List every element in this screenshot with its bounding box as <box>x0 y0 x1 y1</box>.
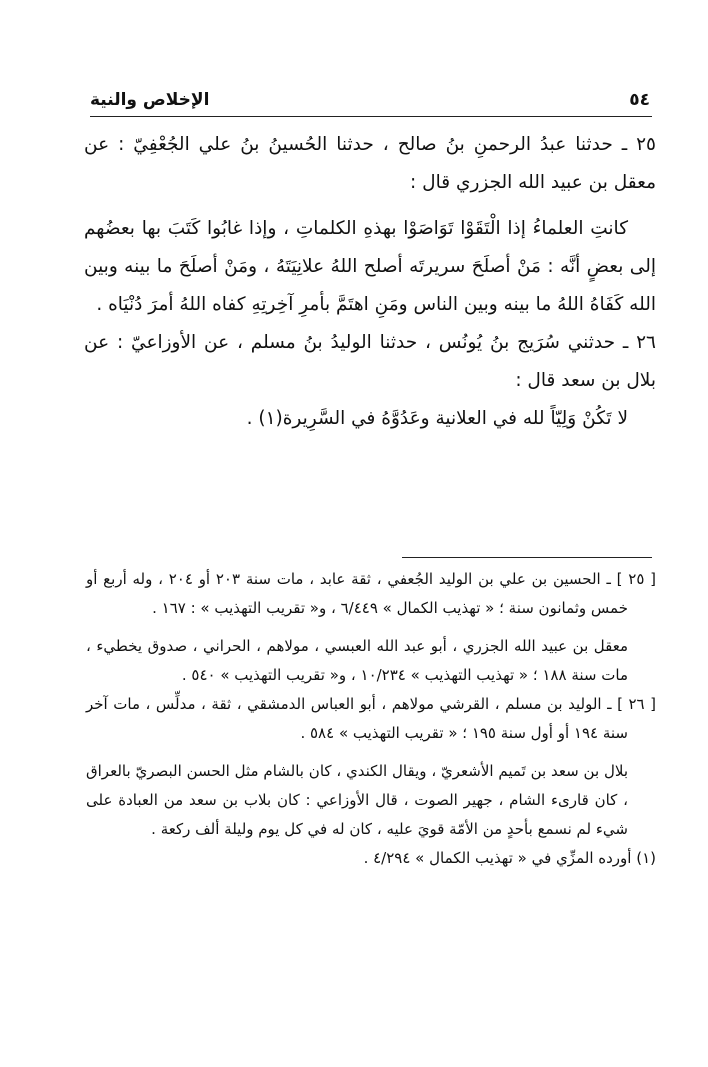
chapter-title: الإخلاص والنية <box>90 90 210 110</box>
note-25-maqil: معقل بن عبيد الله الجزري ، أبو عبد الله العبسي ، مولاهم ، الحراني ، صدوق يخطيء ، مات سنة ١٨٨ ؛ « تهذيب التهذيب » ١٠/٢٣٤ ، و« تقريب التهذيب » ٥٤٠ . <box>86 637 628 684</box>
footnotes <box>86 565 656 873</box>
page-number: ٥٤ <box>629 90 650 110</box>
main-text <box>84 126 656 438</box>
footnote-rule <box>402 557 652 558</box>
hadith-26-text: لا تَكُنْ وَلِيّاً لله في العلانية وعَدُوَّهُ في السَّرِيرة(١) . <box>246 408 628 429</box>
running-header <box>90 86 650 114</box>
footnote-1: (١) أورده المزِّي في « تهذيب الكمال » ٤/٢٩٤ . <box>363 849 656 867</box>
note-26-bilal: بلال بن سعد بن تَميم الأشعريّ ، ويقال الكندي ، كان بالشام مثل الحسن البصريّ بالعراق ، كان قارىء الشام ، جهير الصوت ، قال الأوزاعي : كان بلاب بن سعد من العبادة على شيء لم نسمع بأحدٍ من الأمّة قويَ عليه ، كان له في كل يوم وليلة ألف ركعة . <box>86 762 628 838</box>
hadith-25-text: كانتِ العلماءُ إذا الْتَقَوْا تَوَاصَوْا بهذهِ الكلماتِ ، وإذا غابُوا كَتَبَ بها بعضُهم إلى بعضٍ أنَّه : مَنْ أصلَحَ سريرتَه أصلح اللهُ علانِيَتَهُ ، ومَنْ أصلَحَ ما بينه وبين الله كَفَاهُ اللهُ ما بينه وبين الناس ومَنِ اهتَمَّ بأمرِ آخِرتِهِ كفاه اللهُ أمرَ دُنْيَاه . <box>84 218 656 315</box>
hadith-26-isnad: ٢٦ ـ حدثني سُرَيج بنُ يُونُس ، حدثنا الوليدُ بنُ مسلم ، عن الأوزاعيّ : عن بلال بن سعد قال : <box>84 332 656 391</box>
hadith-25-isnad: ٢٥ ـ حدثنا عبدُ الرحمنِ بنُ صالح ، حدثنا الحُسينُ بنُ علي الجُعْفِيّ : عن معقل بن عبيد الله الجزري قال : <box>84 134 656 193</box>
note-26-walid: [ ٢٦ ] ـ الوليد بن مسلم ، القرشي مولاهم ، أبو العباس الدمشقي ، ثقة ، مدلِّس ، مات آخر سنة ١٩٤ أو أول سنة ١٩٥ ؛ « تقريب التهذيب » ٥٨٤ . <box>86 695 657 742</box>
note-25-husayn: [ ٢٥ ] ـ الحسين بن علي بن الوليد الجُعفي ، ثقة عابد ، مات سنة ٢٠٣ أو ٢٠٤ ، وله أربع أو خمس وثمانون سنة ؛ « تهذيب الكمال » ٦/٤٤٩ ، و« تقريب التهذيب » : ١٦٧ . <box>86 570 657 617</box>
header-rule <box>90 116 652 117</box>
